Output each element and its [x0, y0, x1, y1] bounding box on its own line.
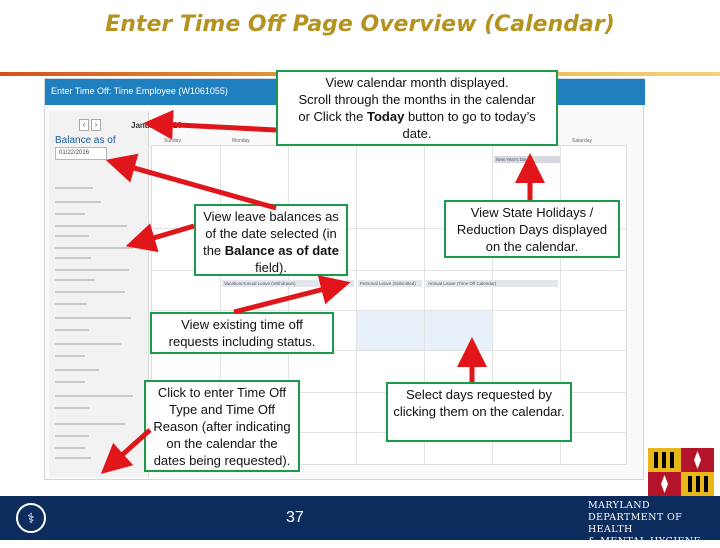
callout-leave-balances: View leave balances as of the date selected (in the Balance as of date field).: [194, 204, 348, 276]
time-off-request[interactable]: Annual Leave (Time Off Calendar): [426, 280, 558, 287]
callout-select-days: Select days requested by clicking them on the calendar.: [386, 382, 572, 442]
arrow-to-balances: [140, 226, 194, 242]
callout-text: View calendar month displayed.: [325, 75, 509, 90]
today-button-reference: Today: [367, 109, 405, 124]
weekday-header: Saturday: [572, 138, 593, 144]
callout-text: or Click the Today button to go to today’s: [298, 109, 536, 124]
calendar-month-label: January 2016: [131, 121, 182, 130]
callout-text: date.: [402, 126, 432, 141]
weekday-header: Monday: [232, 138, 250, 144]
app-header-title: Enter Time Off: Time Employee (W1061055): [51, 86, 228, 96]
seal-icon: ⚕: [16, 503, 46, 533]
time-off-request[interactable]: Personal Leave (Submitted): [358, 280, 422, 287]
arrow-to-date-field: [120, 164, 276, 208]
arrow-to-month: [158, 124, 276, 130]
callout-text: Scroll through the months in the calendar: [298, 92, 536, 107]
holiday-event[interactable]: New Year's Day: [494, 156, 560, 163]
maryland-flag-icon: [648, 448, 714, 496]
callout-state-holidays: View State Holidays / Reduction Days displayed on the calendar.: [444, 200, 620, 258]
arrow-to-request-button: [112, 430, 150, 464]
balance-as-of-label: Balance as of: [55, 135, 116, 146]
agency-name: MARYLAND DEPARTMENT OF HEALTH & MENTAL HYGIENE: [588, 500, 701, 547]
time-off-request[interactable]: Vacation/Annual Leave (Withdrawn): [222, 280, 354, 287]
next-month-button[interactable]: ›: [91, 119, 101, 131]
balance-as-of-date-field[interactable]: 01/22/2016: [55, 147, 107, 160]
slide-title: Enter Time Off Page Overview (Calendar): [105, 12, 615, 37]
arrow-to-requests: [234, 286, 336, 312]
weekday-header: Sunday: [164, 138, 181, 144]
prev-month-button[interactable]: ‹: [79, 119, 89, 131]
balance-as-of-date-reference: Balance as of date: [224, 243, 339, 258]
callout-existing-requests: View existing time off requests including status.: [150, 312, 334, 354]
page-number: 37: [286, 509, 304, 526]
callout-enter-time-off: Click to enter Time Off Type and Time Off Reason (after indicating on the calendar the dates being requested).: [144, 380, 300, 472]
